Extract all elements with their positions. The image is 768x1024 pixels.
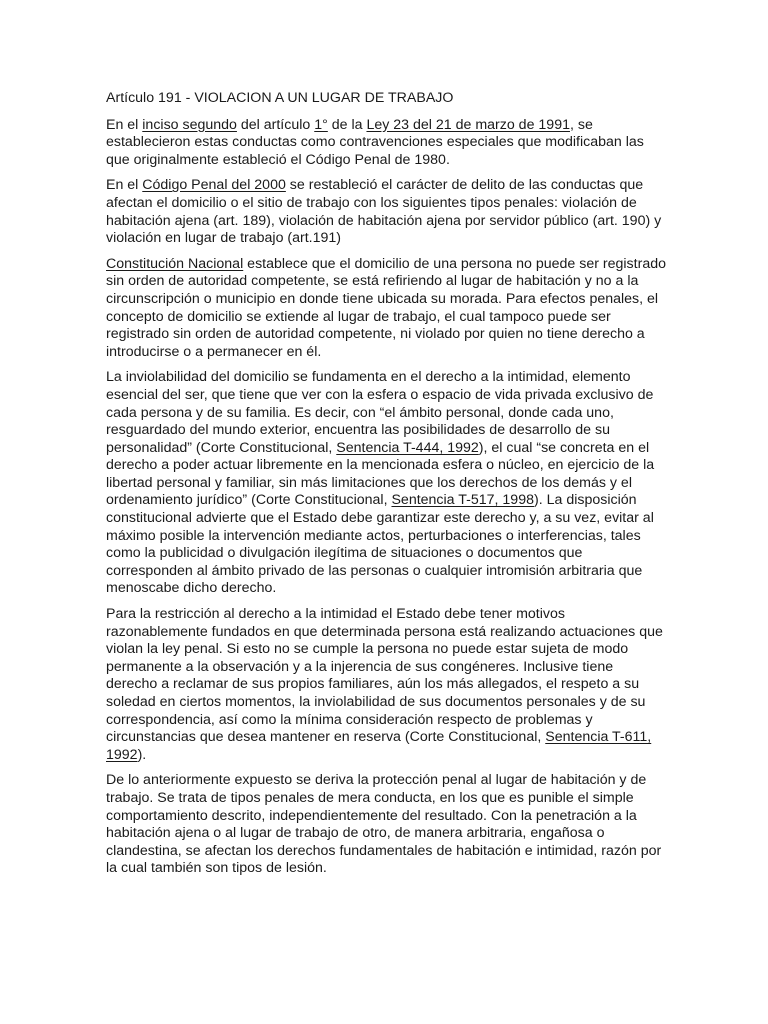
text-span: La inviolabilidad del domicilio se fundamenta en el derecho a la intimidad, elemento esencial del ser, que tiene que ver con la esfera o espacio de vida privada exclusivo de cada persona y de su familia. Es decir, con “el ámbito personal, donde cada uno, resguardado del mundo exterior, encuentra las posibilidades de desarrollo de su personalidad” (Corte Constitucional, — [106, 369, 654, 456]
link-articulo-1[interactable]: 1° — [314, 116, 328, 133]
paragraph-5 — [106, 606, 666, 764]
paragraph-6 — [106, 772, 666, 878]
paragraph-4 — [106, 369, 666, 598]
text-span: Para la restricción al derecho a la intimidad el Estado debe tener motivos razonablemente fundados en que determinada persona está realizando actuaciones que violan la ley penal. Si esto no se cumple la persona no puede estar sujeta de modo permanente a la observación y a la injerencia de sus congéneres. Inclusive tiene derecho a reclamar de sus propios familiares, aún los más allegados, el respeto a su soledad en ciertos momentos, la inviolabilidad de sus documentos personales y de su correspondencia, así como la mínima consideración respecto de problemas y circunstancias que desea mantener en reserva (Corte Constitucional, — [106, 606, 663, 746]
link-inciso-segundo[interactable]: inciso segundo — [142, 116, 237, 133]
link-ley-23-1991[interactable]: Ley 23 del 21 de marzo de 1991 — [366, 116, 570, 133]
text-span: del artículo — [236, 116, 315, 133]
link-codigo-penal-2000[interactable]: Código Penal del 2000 — [142, 177, 286, 194]
text-span: ), el cual “se concreta en el derecho a poder actuar libremente en la mencionada esfera o núcleo, en ejercicio de la libertad personal y familiar, sin más limitaciones que los derechos de los demás y el ordenamiento jurídico” (Corte Constitucional, — [106, 439, 655, 509]
text-span: se restableció el carácter de delito de las conductas que afectan el domicilio o el sitio de trabajo con los siguientes tipos penales: violación de habitación ajena (art. 189), violación de habitación ajena por servidor público (art. 190) y violación en lugar de trabajo (art.191) — [106, 177, 662, 247]
text-span: ). — [137, 746, 147, 763]
link-sentencia-t-444-1992[interactable]: Sentencia T-444, 1992 — [336, 439, 479, 456]
text-span: de la — [327, 116, 367, 133]
article-heading: Artículo 191 - VIOLACION A UN LUGAR DE TRABAJO — [106, 90, 454, 106]
text-span: , se establecieron estas conductas como contravenciones especiales que modificaban las que originalmente estableció el Código Penal de 1980. — [106, 116, 644, 168]
link-sentencia-t-611-1992[interactable]: Sentencia T-611, 1992 — [106, 729, 652, 763]
link-constitucion-nacional[interactable]: Constitución Nacional — [106, 255, 244, 272]
link-sentencia-t-517-1998[interactable]: Sentencia T-517, 1998 — [391, 492, 534, 509]
text-span: ). La disposición constitucional advierte que el Estado debe garantizar este derecho y, a su vez, evitar al máximo posible la intervención mediante actos, perturbaciones o interferencias, tales como la publicidad o divulgación ilegítima de situaciones o documentos que corresponden al ámbito privado de las personas o cualquier intromisión arbitraria que menoscabe dicho derecho. — [106, 492, 654, 597]
text-span: De lo anteriormente expuesto se deriva la protección penal al lugar de habitación y de trabajo. Se trata de tipos penales de mera conducta, en los que es punible el simple comportamiento descrito, independientemente del resultado. Con la penetración a la habitación ajena o al lugar de trabajo de otro, de manera arbitraria, engañosa o clandestina, se afectan los derechos fundamentales de habitación e intimidad, razón por la cual también son tipos de lesión. — [106, 772, 662, 877]
text-span: establece que el domicilio de una persona no puede ser registrado sin orden de autoridad competente, se está refiriendo al lugar de habitación y no a la circunscripción o municipio en donde tiene ubicada su morada. Para efectos penales, el concepto de domicilio se extiende al lugar de trabajo, el cual tampoco puede ser registrado sin orden de autoridad competente, ni violado por quien no tiene derecho a introducirse o a permanecer en él. — [106, 255, 666, 360]
text-span: En el — [106, 177, 143, 194]
text-span: En el — [106, 116, 143, 133]
paragraph-2 — [106, 177, 666, 247]
paragraph-1 — [106, 117, 666, 170]
paragraph-3 — [106, 256, 666, 362]
document-body — [106, 90, 666, 886]
